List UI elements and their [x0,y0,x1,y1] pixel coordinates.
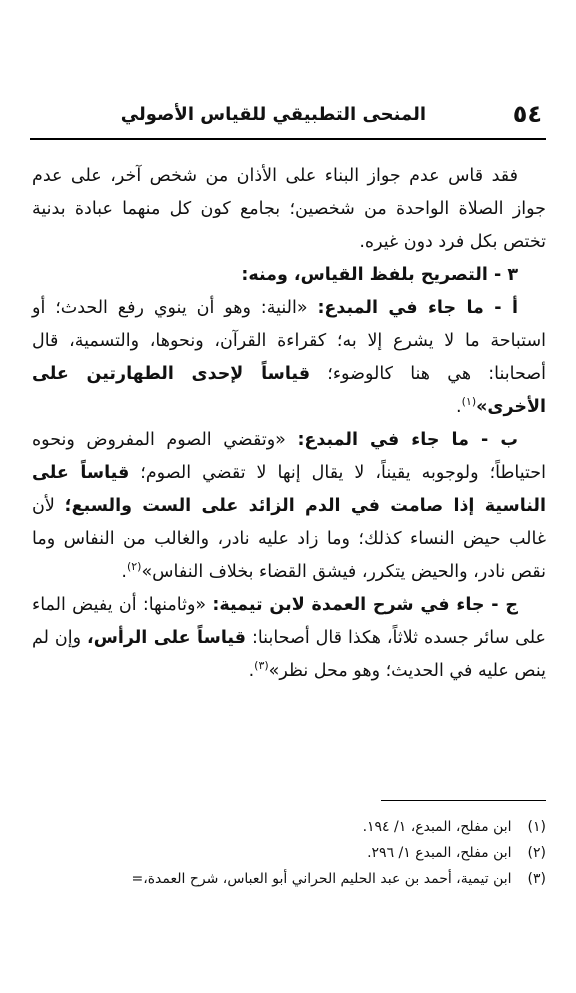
section-heading [32,259,546,292]
footnote-ref: (٣) [254,659,269,673]
quote-text: «وتقضي الصوم المفروض ونحوه احتياطاً؛ ولوجوبه يقيناً، لا يقال إنها لا تقضي الصوم؛ [32,430,546,483]
footnote [32,840,546,866]
page-number: ٥٤ [512,100,542,128]
quote-emphasis: قياساً على الناسية إذا صامت في الدم الزائد على الست والسبع؛ [32,463,546,516]
quote-text: وإن لم ينص عليه في الحديث؛ وهو محل نظر» [32,628,546,681]
footnote-number: (٣) [527,871,546,887]
paragraph-text: فقد قاس عدم جواز البناء على الأذان من شخص آخر، على عدم جواز الصلاة الواحدة من شخصين؛ بجامع كون كل منهما عبادة بدنية تختص بكل فرد دون غيره. [32,166,546,252]
quote-text: «وثامنها: أن يفيض الماء على سائر جسده ثلاثاً، هكذا قال أصحابنا: [32,595,546,648]
footnote-ref: (٢) [126,560,142,574]
main-text [32,160,546,688]
running-title: المنحى التطبيقي للقياس الأصولي [120,104,426,125]
footnote [32,814,546,840]
page-header [30,98,546,140]
footnote-number: (١) [527,819,546,835]
quote-emphasis: قياساً على الرأس، [87,628,246,648]
quote-emphasis: قياساً لإحدى الطهارتين على الأخرى» [32,364,546,417]
paragraph-c: ج - جاء في شرح العمدة لابن تيمية: «وثامنها: أن يفيض الماء على سائر جسده ثلاثاً، هكذا قال أصحابنا: قياساً على الرأس، وإن لم ينص عليه في الحديث؛ وهو محل نظر»$^{(٣)}$. [32,595,546,681]
item-label: أ - ما جاء في المبدع: [317,298,518,318]
footnote [32,866,546,892]
footnote-text: ابن مفلح، المبدع ١/ ٢٩٦. [367,845,512,861]
footnote-text: ابن تيمية، أحمد بن عبد الحليم الحراني أبو العباس، شرح العمدة،= [131,871,512,887]
paragraph-b: ب - ما جاء في المبدع: «وتقضي الصوم المفروض ونحوه احتياطاً؛ ولوجوبه يقيناً، لا يقال إنها لا تقضي الصوم؛ قياساً على الناسية إذا صامت في الدم الزائد على الست والسبع؛ لأن غالب حيض النساء كذلك؛ وما زاد عليه نادر، والغالب من النفاس وما نقص نادر، والحيض يتكرر، فيشق القضاء بخلاف النفاس»$^{(٢)}$. [32,430,546,582]
footnote-divider [381,800,546,801]
item-label: ج - جاء في شرح العمدة لابن تيمية: [212,595,518,615]
footnote-text: ابن مفلح، المبدع، ١/ ١٩٤. [362,819,512,835]
paragraph-a: أ - ما جاء في المبدع: «النية: وهو أن ينوي رفع الحدث؛ أو استباحة ما لا يشرع إلا به؛ كقراءة القرآن، ونحوها، والتسمية، قال أصحابنا: هي هنا كالوضوء؛ قياساً لإحدى الطهارتين على الأخرى»$^{(١)}$. [32,298,546,417]
footnote-ref: (١) [461,395,477,409]
paragraph [32,160,546,259]
item-label: ب - ما جاء في المبدع: [297,430,518,450]
footnote-number: (٢) [527,845,546,861]
quote-text: «النية: وهو أن ينوي رفع الحدث؛ أو استباحة ما لا يشرع إلا به؛ كقراءة القرآن، ونحوها، والتسمية، قال أصحابنا: هي هنا كالوضوء؛ [32,298,546,384]
section-heading-text: ٣ - التصريح بلفظ القياس، ومنه: [241,265,518,285]
footnotes [32,814,546,892]
quote-text: لأن غالب حيض النساء كذلك؛ وما زاد عليه نادر، والغالب من النفاس وما نقص نادر، والحيض يتكرر، فيشق القضاء بخلاف النفاس» [32,496,546,582]
